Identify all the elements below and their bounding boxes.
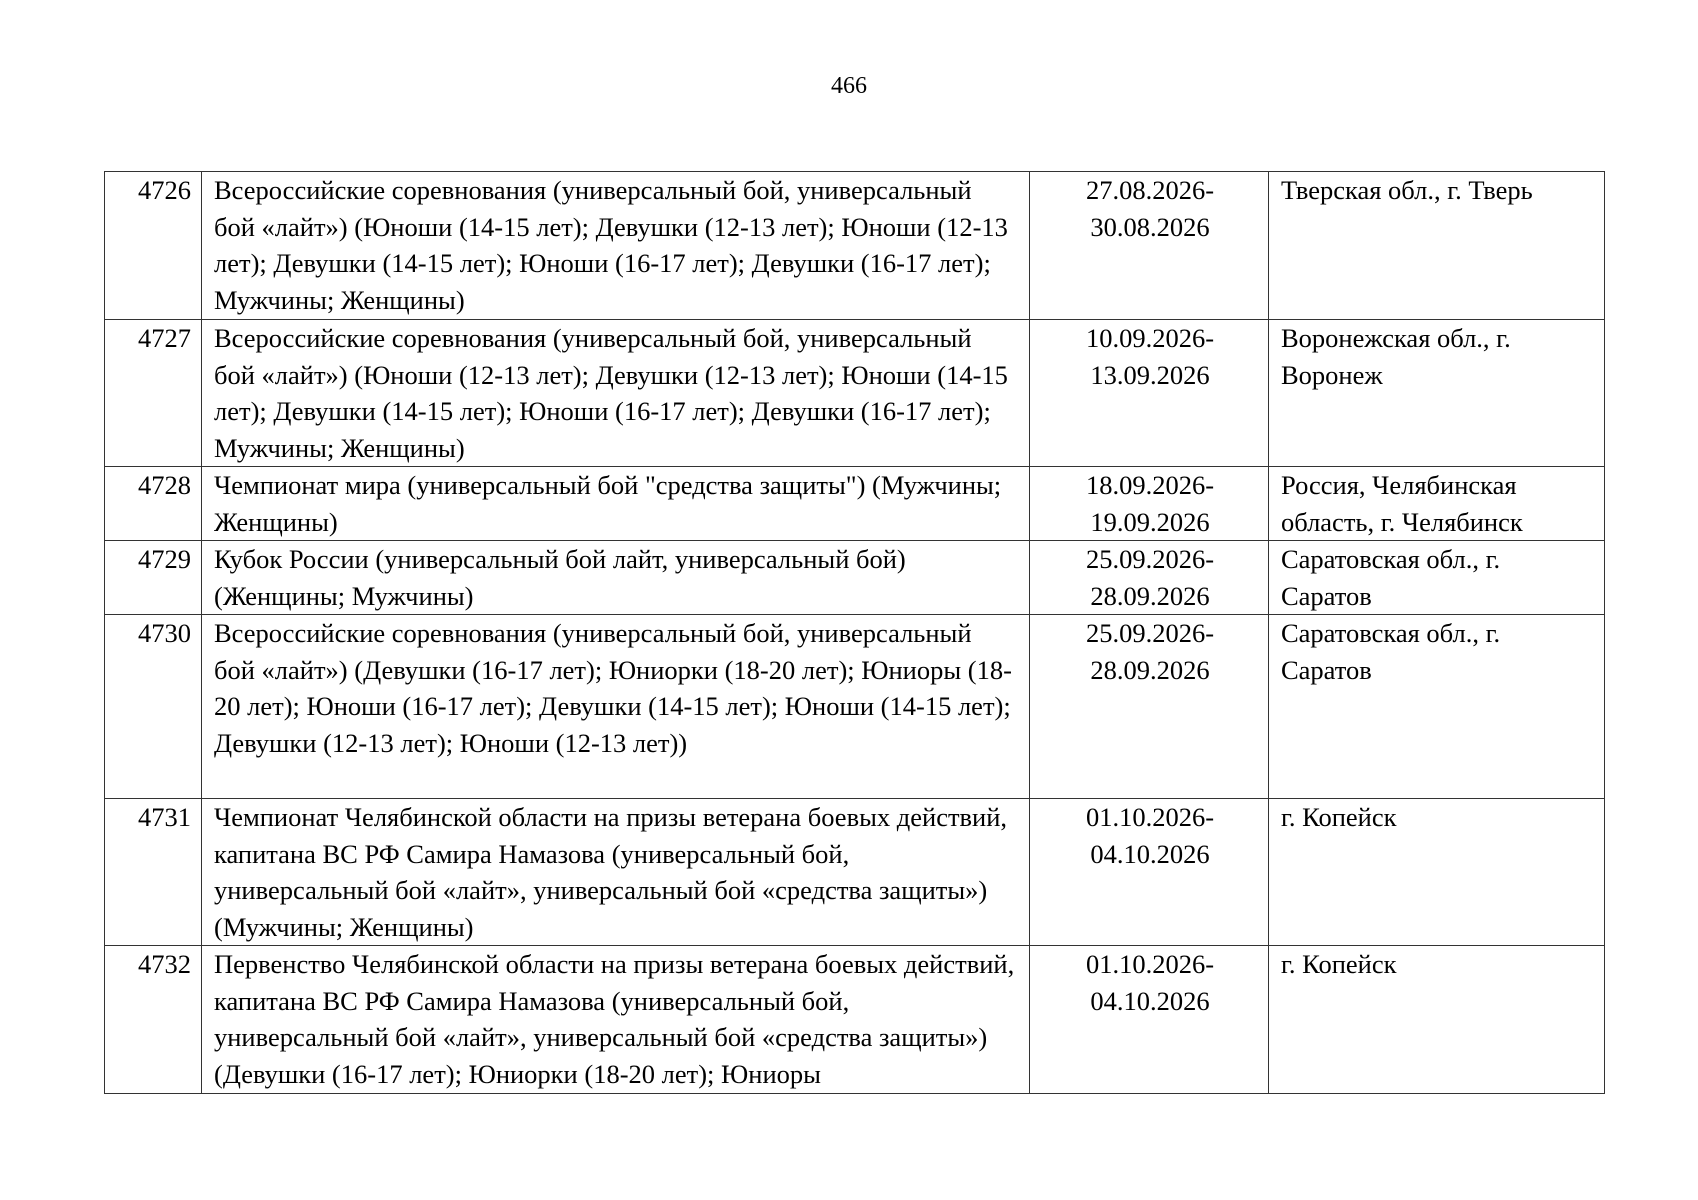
date-start: 01.10.2026-	[1085, 949, 1215, 979]
date-end: 30.08.2026	[1090, 211, 1210, 242]
event-dates	[1030, 467, 1269, 541]
event-dates	[1030, 320, 1269, 467]
event-place: Россия, Челябинская область, г. Челябинск	[1269, 467, 1605, 541]
table-row	[105, 172, 1605, 320]
events-table	[104, 171, 1605, 1094]
event-place: г. Копейск	[1269, 946, 1605, 1094]
event-place: Воронежская обл., г. Воронеж	[1269, 320, 1605, 467]
event-dates	[1030, 172, 1269, 320]
row-number: 4731	[105, 799, 202, 946]
table-row	[105, 320, 1605, 467]
table-row	[105, 799, 1605, 946]
row-number: 4728	[105, 467, 202, 541]
event-dates	[1030, 946, 1269, 1094]
event-place: Тверская обл., г. Тверь	[1269, 172, 1605, 320]
event-name: Кубок России (универсальный бой лайт, универсальный бой) (Женщины; Мужчины)	[202, 541, 1030, 615]
date-end: 04.10.2026	[1090, 838, 1210, 869]
event-dates	[1030, 541, 1269, 615]
page-number: 466	[831, 73, 867, 99]
date-start: 10.09.2026-	[1085, 323, 1215, 353]
event-name: Первенство Челябинской области на призы ветерана боевых действий, капитана ВС РФ Самира Намазова (универсальный бой, универсальный бой «лайт», универсальный бой «средства защиты») (Девушки (16-17 лет); Юниорки (18-20 лет); Юниоры	[202, 946, 1030, 1094]
date-start: 27.08.2026-	[1085, 175, 1215, 205]
row-number: 4730	[105, 615, 202, 799]
table-row	[105, 467, 1605, 541]
event-name: Чемпионат мира (универсальный бой "средства защиты") (Мужчины; Женщины)	[202, 467, 1030, 541]
event-place: Саратовская обл., г. Саратов	[1269, 615, 1605, 799]
date-end: 04.10.2026	[1090, 985, 1210, 1016]
date-start: 25.09.2026-	[1085, 618, 1215, 648]
event-place: Саратовская обл., г. Саратов	[1269, 541, 1605, 615]
date-end: 28.09.2026	[1090, 654, 1210, 685]
row-number: 4726	[105, 172, 202, 320]
event-dates	[1030, 615, 1269, 799]
event-name: Всероссийские соревнования (универсальный бой, универсальный бой «лайт») (Девушки (16-17 лет); Юниорки (18-20 лет); Юниоры (18-20 лет); Юноши (16-17 лет); Девушки (14-15 лет); Юноши (14-15 лет); Девушки (12-13 лет); Юноши (12-13 лет))	[202, 615, 1030, 799]
event-name: Всероссийские соревнования (универсальный бой, универсальный бой «лайт») (Юноши (14-15 лет); Девушки (12-13 лет); Юноши (12-13 лет); Девушки (14-15 лет); Юноши (16-17 лет); Девушки (16-17 лет); Мужчины; Женщины)	[202, 172, 1030, 320]
date-end: 13.09.2026	[1090, 359, 1210, 390]
event-dates	[1030, 799, 1269, 946]
row-number: 4732	[105, 946, 202, 1094]
event-place: г. Копейск	[1269, 799, 1605, 946]
date-start: 01.10.2026-	[1085, 802, 1215, 832]
row-number: 4729	[105, 541, 202, 615]
event-name: Всероссийские соревнования (универсальный бой, универсальный бой «лайт») (Юноши (12-13 лет); Девушки (12-13 лет); Юноши (14-15 лет); Девушки (14-15 лет); Юноши (16-17 лет); Девушки (16-17 лет); Мужчины; Женщины)	[202, 320, 1030, 467]
row-number: 4727	[105, 320, 202, 467]
date-end: 28.09.2026	[1090, 580, 1210, 611]
date-start: 18.09.2026-	[1085, 470, 1215, 500]
date-start: 25.09.2026-	[1085, 544, 1215, 574]
table-row	[105, 541, 1605, 615]
date-end: 19.09.2026	[1090, 506, 1210, 537]
table-row	[105, 946, 1605, 1094]
table-row	[105, 615, 1605, 799]
event-name: Чемпионат Челябинской области на призы ветерана боевых действий, капитана ВС РФ Самира Намазова (универсальный бой, универсальный бой «лайт», универсальный бой «средства защиты») (Мужчины; Женщины)	[202, 799, 1030, 946]
